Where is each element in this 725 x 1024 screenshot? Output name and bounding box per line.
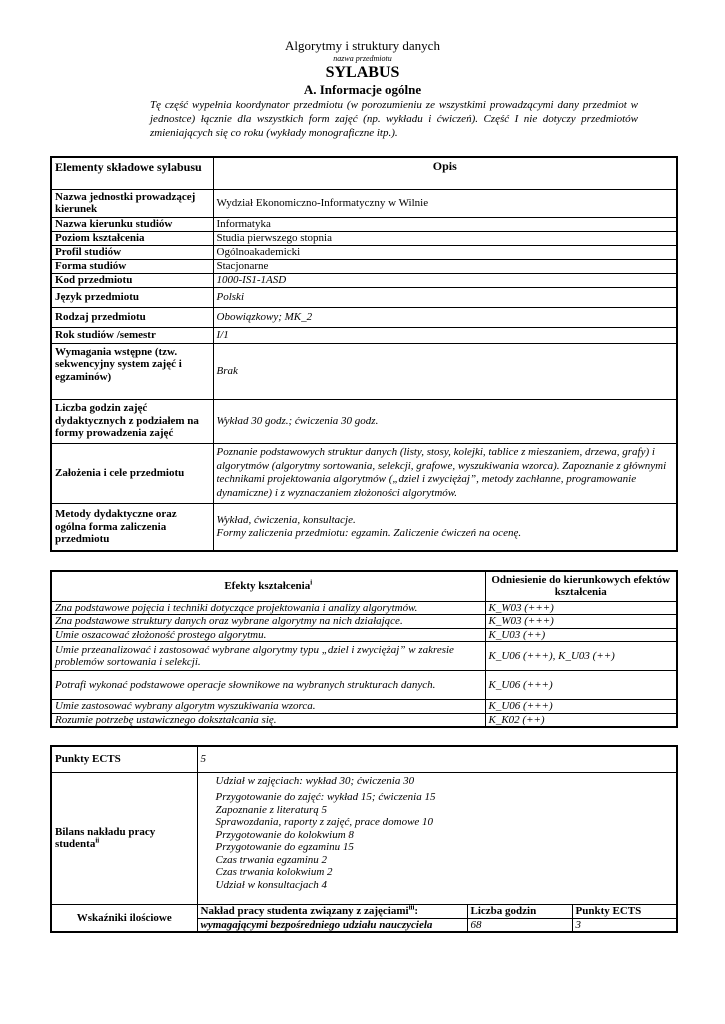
balance-list	[197, 772, 677, 904]
info-value: Brak	[213, 343, 677, 399]
ind-col2-header: Liczba godzin	[467, 904, 572, 918]
effect-text: Potrafi wykonać podstawowe operacje słownikowe na wybranych strukturach danych.	[51, 671, 485, 700]
info-col2-header: Opis	[213, 157, 677, 189]
effect-ref: K_W03 (+++)	[485, 601, 677, 615]
effect-text: Umie przeanalizować i zastosować wybrane algorytmy typu „dziel i zwyciężaj” w zakresie problemów sortowania i selekcji.	[51, 642, 485, 671]
info-value: Polski	[213, 287, 677, 307]
effect-ref: K_U06 (+++), K_U03 (++)	[485, 642, 677, 671]
info-label: Rodzaj przedmiotu	[51, 307, 213, 327]
info-value: Ogólnoakademicki	[213, 245, 677, 259]
ind-row-label: wymagającymi bezpośredniego udziału nauczyciela	[197, 918, 467, 932]
effects-col2-header: Odniesienie do kierunkowych efektów kształcenia	[485, 571, 677, 601]
effects-col1-header	[51, 571, 485, 601]
footnote-marker: iii	[408, 903, 415, 912]
effect-text: Rozumie potrzebę ustawicznego dokształcania się.	[51, 713, 485, 727]
ects-label: Punkty ECTS	[51, 746, 197, 772]
doc-title: SYLABUS	[325, 64, 400, 81]
info-value: Wykład 30 godz.; ćwiczenia 30 godz.	[213, 399, 677, 443]
balance-item: Przygotowanie do zajęć: wykład 15; ćwiczenia 15	[215, 791, 436, 803]
course-name-caption: nazwa przedmiotu	[333, 54, 392, 63]
balance-item: Czas trwania egzaminu 2	[215, 853, 328, 866]
info-value-line: Formy zaliczenia przedmiotu: egzamin. Zaliczenie ćwiczeń na ocenę.	[216, 526, 522, 539]
balance-item: Udział w konsultacjach 4	[215, 878, 328, 891]
balance-label: Bilans nakładu pracy studenta	[55, 825, 156, 850]
effect-ref: K_U06 (+++)	[485, 671, 677, 700]
effect-text: Zna podstawowe struktury danych oraz wybrane algorytmy na nich działające.	[51, 615, 485, 629]
ind-col1-suffix: :	[414, 904, 419, 917]
info-label: Kod przedmiotu	[51, 273, 213, 287]
info-value: Obowiązkowy; MK_2	[213, 307, 677, 327]
info-label: Wymagania wstępne (tzw. sekwencyjny system zajęć i egzaminów)	[51, 343, 213, 399]
effect-text: Zna podstawowe pojęcia i techniki dotyczące projektowania i analizy algorytmów.	[51, 601, 485, 615]
footnote-marker: i	[310, 578, 313, 587]
info-label: Forma studiów	[51, 259, 213, 273]
ind-col1-text: Nakład pracy studenta związany z zajęciami	[200, 904, 409, 917]
info-value: Studia pierwszego stopnia	[213, 231, 677, 245]
course-name: Algorytmy i struktury danych	[285, 38, 440, 53]
info-label: Założenia i cele przedmiotu	[51, 443, 213, 503]
balance-item: Zapoznanie z literaturą 5	[215, 803, 328, 816]
balance-label-cell	[51, 772, 197, 904]
intro-paragraph: Tę część wypełnia koordynator przedmiotu (w porozumieniu ze wszystkimi prowadzącymi dany przedmiot w jednostce) łącznie dla wszystkich form zajęć (np. wykładu i ćwiczeń). Część I nie dotyczy przedmiotów zmieniających się co roku (wykłady monograficzne itp.).	[150, 99, 638, 139]
balance-item: Sprawozdania, raporty z zajęć, prace domowe 10	[215, 816, 434, 828]
ind-row-hours: 68	[467, 918, 572, 932]
ind-row-ects: 3	[572, 918, 677, 932]
balance-item: Udział w zajęciach: wykład 30; ćwiczenia 30	[215, 774, 415, 787]
effect-ref: K_K02 (++)	[485, 713, 677, 727]
info-label: Nazwa jednostki prowadzącej kierunek	[51, 189, 213, 217]
effect-ref: K_W03 (+++)	[485, 615, 677, 629]
ind-col1-header	[197, 904, 467, 918]
info-value	[213, 503, 677, 551]
info-label: Język przedmiotu	[51, 287, 213, 307]
section-title: A. Informacje ogólne	[303, 82, 422, 97]
info-table	[50, 156, 678, 552]
info-label: Rok studiów /semestr	[51, 327, 213, 343]
indicators-label: Wskaźniki ilościowe	[51, 904, 197, 932]
info-label: Liczba godzin zajęć dydaktycznych z podziałem na formy prowadzenia zajęć	[51, 399, 213, 443]
ects-table	[50, 745, 678, 933]
ects-value: 5	[197, 746, 677, 772]
info-label: Metody dydaktyczne oraz ogólna forma zaliczenia przedmiotu	[51, 503, 213, 551]
info-value: Stacjonarne	[213, 259, 677, 273]
balance-item: Przygotowanie do kolokwium 8	[215, 828, 354, 841]
info-label: Poziom kształcenia	[51, 231, 213, 245]
effect-ref: K_U06 (+++)	[485, 700, 677, 714]
balance-item: Przygotowanie do egzaminu 15	[215, 841, 354, 853]
info-col1-header: Elementy składowe sylabusu	[51, 157, 213, 189]
ind-col3-header: Punkty ECTS	[572, 904, 677, 918]
effects-header-text: Efekty kształcenia	[224, 580, 311, 592]
info-value: Wydział Ekonomiczno-Informatyczny w Wilnie	[213, 189, 677, 217]
effects-table	[50, 570, 678, 728]
effect-text: Umie oszacować złożoność prostego algorytmu.	[51, 628, 485, 642]
info-value: I/1	[213, 327, 677, 343]
effect-ref: K_U03 (++)	[485, 628, 677, 642]
footnote-marker: ii	[95, 836, 100, 845]
balance-item: Czas trwania kolokwium 2	[215, 866, 333, 878]
info-label: Nazwa kierunku studiów	[51, 217, 213, 231]
info-value: Informatyka	[213, 217, 677, 231]
info-value: Poznanie podstawowych struktur danych (listy, stosy, kolejki, tablice z mieszaniem, drzewa, grafy) i algorytmów (algorytmy sortowania, selekcji, grafowe, wyszukiwania wzorca). Zapoznanie z głównymi technikami projektowania algorytmów („dziel i zwyciężaj”, metody zachłanne, programowanie dynamiczne) i z wyznaczaniem złożoności algorytmów.	[213, 443, 677, 503]
info-label: Profil studiów	[51, 245, 213, 259]
info-value-line: Wykład, ćwiczenia, konsultacje.	[216, 514, 356, 527]
info-value: 1000-IS1-1ASD	[213, 273, 677, 287]
effect-text: Umie zastosować wybrany algorytm wyszukiwania wzorca.	[51, 700, 485, 714]
